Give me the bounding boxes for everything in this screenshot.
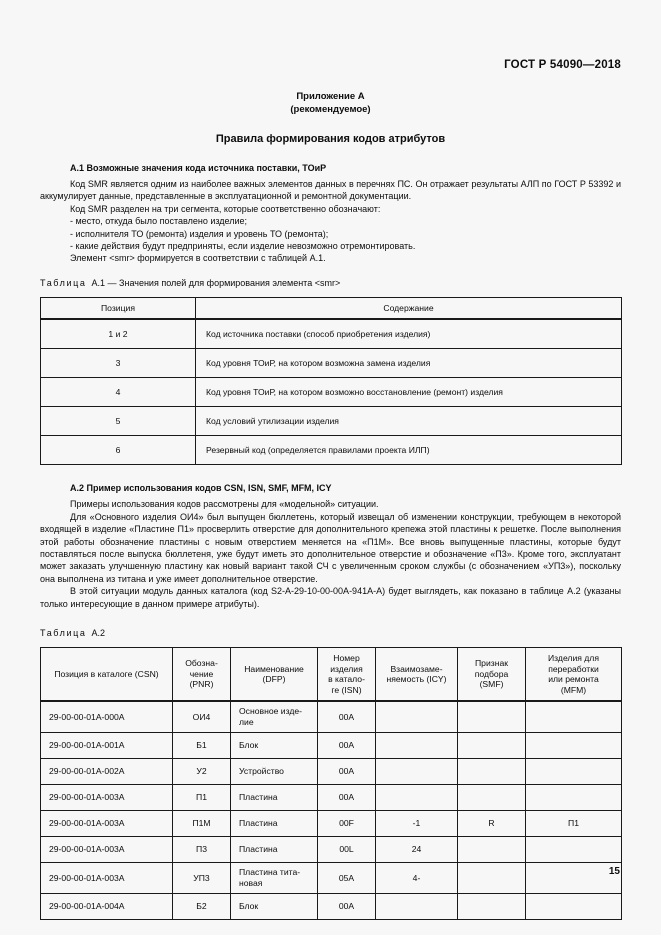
table2-header-icy: Взаимозаме- няемость (ICY): [376, 648, 458, 702]
table2-cell-icy: [376, 733, 458, 759]
table2-cell-mfm: [526, 701, 622, 733]
table-smr-fields: [40, 297, 622, 466]
table2-header-pnr: Обозна- чение (PNR): [173, 648, 231, 702]
table2-cell-pnr: УП3: [173, 863, 231, 894]
page-header-standard-number: ГОСТ Р 54090—2018: [504, 59, 621, 71]
table2-cell-pnr: Б1: [173, 733, 231, 759]
table2-cell-icy: 24: [376, 837, 458, 863]
page-number: 15: [608, 866, 620, 877]
table-header-row: [41, 648, 622, 702]
table2-header-smf: Признак подбора (SMF): [458, 648, 526, 702]
table2-cell-isn: 00A: [318, 894, 376, 920]
table2-cell-icy: -1: [376, 811, 458, 837]
table2-cell-smf: [458, 894, 526, 920]
table2-cell-dfp: Пластина: [231, 811, 318, 837]
table2-cell-pnr: У2: [173, 759, 231, 785]
table2-cell-mfm: [526, 894, 622, 920]
table1-cell-content: Код уровня ТОиР, на котором возможна замена изделия: [196, 349, 622, 378]
table2-caption-label: Таблица: [40, 628, 87, 638]
table2-cell-isn: 05A: [318, 863, 376, 894]
section-a2-paragraph-1: Примеры использования кодов рассмотрены для «модельной» ситуации.: [70, 499, 379, 510]
table2-cell-isn: 00A: [318, 701, 376, 733]
table-row: [41, 863, 622, 894]
table2-cell-smf: [458, 863, 526, 894]
table2-cell-csn: 29-00-00-01А-003А: [41, 811, 173, 837]
table2-cell-csn: 29-00-00-01А-003А: [41, 785, 173, 811]
table2-cell-mfm: [526, 785, 622, 811]
table-row: [41, 349, 622, 378]
table2-cell-mfm: [526, 733, 622, 759]
annex-label: Приложение А: [296, 91, 365, 102]
table1-caption: [40, 278, 621, 288]
table2-cell-dfp: Основное изде- лие: [231, 701, 318, 733]
table2-caption: [40, 628, 621, 638]
table1-cell-content: Код источника поставки (способ приобретения изделия): [196, 319, 622, 349]
table2-cell-csn: 29-00-00-01А-003А: [41, 863, 173, 894]
table2-cell-smf: [458, 759, 526, 785]
table1-header-content: Содержание: [196, 297, 622, 319]
annex-status: (рекомендуемое): [290, 104, 371, 115]
list-item: - какие действия будут предприняты, если изделие невозможно отремонтировать.: [70, 241, 416, 252]
table2-cell-csn: 29-00-00-01А-003А: [41, 837, 173, 863]
table1-cell-content: Резервный код (определяется правилами проекта ИЛП): [196, 436, 622, 465]
table1-body: [41, 319, 622, 465]
table2-cell-smf: R: [458, 811, 526, 837]
annex-main-title: Правила формирования кодов атрибутов: [215, 133, 446, 145]
table2-cell-isn: 00A: [318, 759, 376, 785]
section-a1-heading: А.1 Возможные значения кода источника поставки, ТОиР: [70, 163, 327, 173]
section-a1-paragraph-3: Элемент <smr> формируется в соответствии с таблицей А.1.: [70, 253, 326, 264]
table2-cell-dfp: Пластина: [231, 785, 318, 811]
table2-cell-csn: 29-00-00-01А-002А: [41, 759, 173, 785]
table2-cell-pnr: Б2: [173, 894, 231, 920]
table-row: [41, 701, 622, 733]
table2-cell-mfm: П1: [526, 811, 622, 837]
page-content: [40, 163, 621, 920]
table2-header-csn: Позиция в каталоге (CSN): [41, 648, 173, 702]
table-catalog-data-module: [40, 647, 622, 920]
table2-cell-isn: 00F: [318, 811, 376, 837]
section-a2-heading: А.2 Пример использования кодов CSN, ISN, SMF, MFM, ICY: [70, 483, 332, 494]
table1-cell-position: 4: [41, 378, 196, 407]
table2-cell-pnr: ОИ4: [173, 701, 231, 733]
table2-header-isn: Номер изделия в катало- ге (ISN): [318, 648, 376, 702]
table1-cell-content: Код условий утилизации изделия: [196, 407, 622, 436]
list-item: - исполнителя ТО (ремонта) изделия и уровень ТО (ремонта);: [70, 228, 329, 239]
table2-cell-mfm: [526, 759, 622, 785]
table-row: [41, 837, 622, 863]
table2-cell-dfp: Пластина: [231, 837, 318, 863]
section-a1-paragraph-1: Код SMR является одним из наиболее важных элементов данных в перечнях ПС. Он отражает результаты АЛП по ГОСТ Р 53392 и аккумулирует данные, представленные в эксплуатационной и ремонтной документации.: [40, 179, 621, 202]
section-a2-paragraph-2: Для «Основного изделия ОИ4» был выпущен бюллетень, который извещал об изменении конструкции, требующем в некоторой входящей в изделие «Пластине П1» просверлить отверстие для дополнительного крепежа этой пластины к решетке. После выполнения этой работы обозначение пластины с новым отверстием меняется на «П1М». Все вновь выпущенные пластины, которые будут поставляться после выпуска бюллетеня, уже будут иметь это дополнительное отверстие и обозначение «П3». Кроме того, эксплуатант может заказать улучшенную пластину как новый вариант такой СЧ с увеличенным сроком службы (с обозначением «УП3»), поскольку она выполнена из титана и уже имеет дополнительное отверстие.: [40, 511, 621, 584]
table2-cell-isn: 00A: [318, 785, 376, 811]
table2-cell-dfp: Устройство: [231, 759, 318, 785]
table-row: [41, 319, 622, 349]
table2-cell-mfm: [526, 837, 622, 863]
table2-cell-dfp: Блок: [231, 733, 318, 759]
table-row: [41, 733, 622, 759]
table2-cell-icy: [376, 785, 458, 811]
table1-caption-number: А.1: [91, 277, 106, 288]
table2-cell-icy: [376, 701, 458, 733]
table2-cell-isn: 00L: [318, 837, 376, 863]
table-row: [41, 811, 622, 837]
table2-cell-pnr: П1: [173, 785, 231, 811]
table-row: [41, 378, 622, 407]
list-item: - место, откуда было поставлено изделие;: [70, 216, 248, 227]
annex-title-block: [0, 90, 661, 116]
section-a1-bullet-list: [40, 215, 621, 252]
table-row: [41, 407, 622, 436]
table2-cell-icy: 4-: [376, 863, 458, 894]
table2-cell-csn: 29-00-00-01А-000А: [41, 701, 173, 733]
table-row: [41, 759, 622, 785]
table2-header-dfp: Наименование (DFP): [231, 648, 318, 702]
table2-cell-smf: [458, 837, 526, 863]
table1-caption-text: — Значения полей для формирования элемента <smr>: [107, 277, 341, 288]
table2-cell-smf: [458, 733, 526, 759]
table2-cell-dfp: Блок: [231, 894, 318, 920]
table-row: [41, 894, 622, 920]
table1-cell-position: 3: [41, 349, 196, 378]
table2-cell-smf: [458, 785, 526, 811]
table2-cell-csn: 29-00-00-01А-004А: [41, 894, 173, 920]
table-header-row: [41, 297, 622, 319]
table2-cell-smf: [458, 701, 526, 733]
table1-caption-label: Таблица: [40, 277, 87, 288]
table2-body: [41, 701, 622, 920]
table1-cell-content: Код уровня ТОиР, на котором возможно восстановление (ремонт) изделия: [196, 378, 622, 407]
table2-cell-pnr: П1М: [173, 811, 231, 837]
table2-cell-isn: 00A: [318, 733, 376, 759]
table1-cell-position: 6: [41, 436, 196, 465]
table1-cell-position: 1 и 2: [41, 319, 196, 349]
section-a1-paragraph-2: Код SMR разделен на три сегмента, которые соответственно обозначают:: [70, 203, 381, 214]
table2-caption-number: А.2: [91, 628, 106, 638]
table1-header-position: Позиция: [41, 297, 196, 319]
table-row: [41, 785, 622, 811]
table2-cell-icy: [376, 894, 458, 920]
table2-header-mfm: Изделия для переработки или ремонта (MFM): [526, 648, 622, 702]
table2-cell-icy: [376, 759, 458, 785]
table1-cell-position: 5: [41, 407, 196, 436]
section-a2-paragraph-3: В этой ситуации модуль данных каталога (код S2-A-29-10-00-00A-941A-A) будет выглядеть, как показано в таблице А.2 (указаны только интересующие в данном примере атрибуты).: [40, 586, 621, 609]
table-row: [41, 436, 622, 465]
table2-cell-dfp: Пластина тита- новая: [231, 863, 318, 894]
table2-cell-mfm: [526, 863, 622, 894]
table2-cell-csn: 29-00-00-01А-001А: [41, 733, 173, 759]
table2-cell-pnr: П3: [173, 837, 231, 863]
